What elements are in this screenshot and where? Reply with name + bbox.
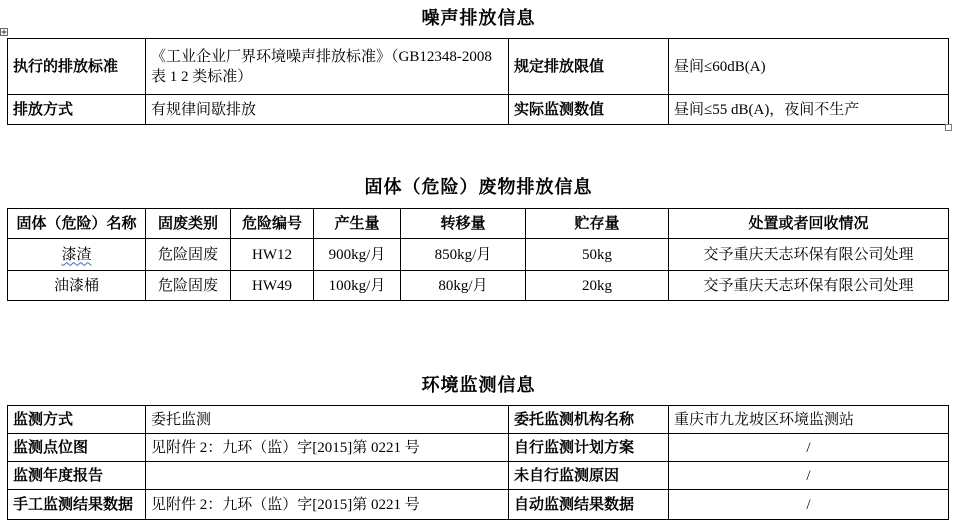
waste-stored-cell: 50kg bbox=[526, 239, 669, 271]
column-header-transferred: 转移量 bbox=[401, 209, 526, 239]
emission-limit-value: 昼间≤60dB(A) bbox=[669, 39, 949, 95]
waste-transferred-cell: 850kg/月 bbox=[401, 239, 526, 271]
emission-method-value: 有规律间歇排放 bbox=[146, 95, 509, 125]
table-row bbox=[8, 490, 949, 520]
no-self-monitoring-reason-label: 未自行监测原因 bbox=[509, 462, 669, 490]
column-header-generated: 产生量 bbox=[314, 209, 401, 239]
waste-stored-cell: 20kg bbox=[526, 271, 669, 301]
self-monitoring-plan-label: 自行监测计划方案 bbox=[509, 434, 669, 462]
table-row bbox=[8, 39, 949, 95]
noise-emission-table bbox=[7, 38, 949, 125]
waste-code-cell: HW12 bbox=[231, 239, 314, 271]
waste-generated-cell: 900kg/月 bbox=[314, 239, 401, 271]
solid-waste-table bbox=[7, 208, 949, 301]
monitoring-agency-label: 委托监测机构名称 bbox=[509, 406, 669, 434]
waste-generated-cell: 100kg/月 bbox=[314, 271, 401, 301]
monitoring-method-label: 监测方式 bbox=[8, 406, 146, 434]
table-row bbox=[8, 406, 949, 434]
waste-transferred-cell: 80kg/月 bbox=[401, 271, 526, 301]
table-row bbox=[8, 434, 949, 462]
emission-limit-label: 规定排放限值 bbox=[509, 39, 669, 95]
table-resize-handle[interactable] bbox=[945, 124, 952, 131]
waste-category-cell: 危险固废 bbox=[146, 271, 231, 301]
self-monitoring-plan-value: / bbox=[669, 434, 949, 462]
table-row bbox=[8, 239, 949, 271]
emission-standard-label: 执行的排放标准 bbox=[8, 39, 146, 95]
measured-value: 昼间≤55 dB(A)，夜间不生产 bbox=[669, 95, 949, 125]
column-header-category: 固废类别 bbox=[146, 209, 231, 239]
waste-category-cell: 危险固废 bbox=[146, 239, 231, 271]
annual-report-label: 监测年度报告 bbox=[8, 462, 146, 490]
monitoring-agency-value: 重庆市九龙坡区环境监测站 bbox=[669, 406, 949, 434]
emission-method-label: 排放方式 bbox=[8, 95, 146, 125]
noise-section-title: 噪声排放信息 bbox=[421, 8, 536, 28]
no-self-monitoring-reason-value: / bbox=[669, 462, 949, 490]
waste-name-cell bbox=[8, 239, 146, 271]
column-header-disposal: 处置或者回收情况 bbox=[669, 209, 949, 239]
monitoring-table bbox=[7, 405, 949, 520]
waste-code-cell: HW49 bbox=[231, 271, 314, 301]
monitoring-point-map-label: 监测点位图 bbox=[8, 434, 146, 462]
manual-monitoring-data-label: 手工监测结果数据 bbox=[8, 490, 146, 520]
monitoring-point-map-value: 见附件 2：九环（监）字[2015]第 0221 号 bbox=[146, 434, 509, 462]
monitoring-section-title: 环境监测信息 bbox=[421, 375, 536, 395]
table-move-handle[interactable] bbox=[0, 28, 8, 36]
waste-disposal-cell: 交予重庆天志环保有限公司处理 bbox=[669, 271, 949, 301]
manual-monitoring-data-value: 见附件 2：九环（监）字[2015]第 0221 号 bbox=[146, 490, 509, 520]
waste-name-cell: 油漆桶 bbox=[8, 271, 146, 301]
column-header-name: 固体（危险）名称 bbox=[8, 209, 146, 239]
column-header-stored: 贮存量 bbox=[526, 209, 669, 239]
column-header-code: 危险编号 bbox=[231, 209, 314, 239]
annual-report-value bbox=[146, 462, 509, 490]
measured-value-label: 实际监测数值 bbox=[509, 95, 669, 125]
table-row bbox=[8, 271, 949, 301]
monitoring-method-value: 委托监测 bbox=[146, 406, 509, 434]
table-row bbox=[8, 95, 949, 125]
waste-disposal-cell: 交予重庆天志环保有限公司处理 bbox=[669, 239, 949, 271]
move-icon bbox=[0, 28, 8, 36]
solid-waste-section-title: 固体（危险）废物排放信息 bbox=[364, 177, 593, 197]
emission-standard-value: 《工业企业厂界环境噪声排放标准》（GB12348-2008 表 1 2 类标准） bbox=[146, 39, 509, 95]
waste-name: 漆渣 bbox=[61, 246, 92, 263]
auto-monitoring-data-value: / bbox=[669, 490, 949, 520]
table-header-row bbox=[8, 209, 949, 239]
auto-monitoring-data-label: 自动监测结果数据 bbox=[509, 490, 669, 520]
table-row bbox=[8, 462, 949, 490]
